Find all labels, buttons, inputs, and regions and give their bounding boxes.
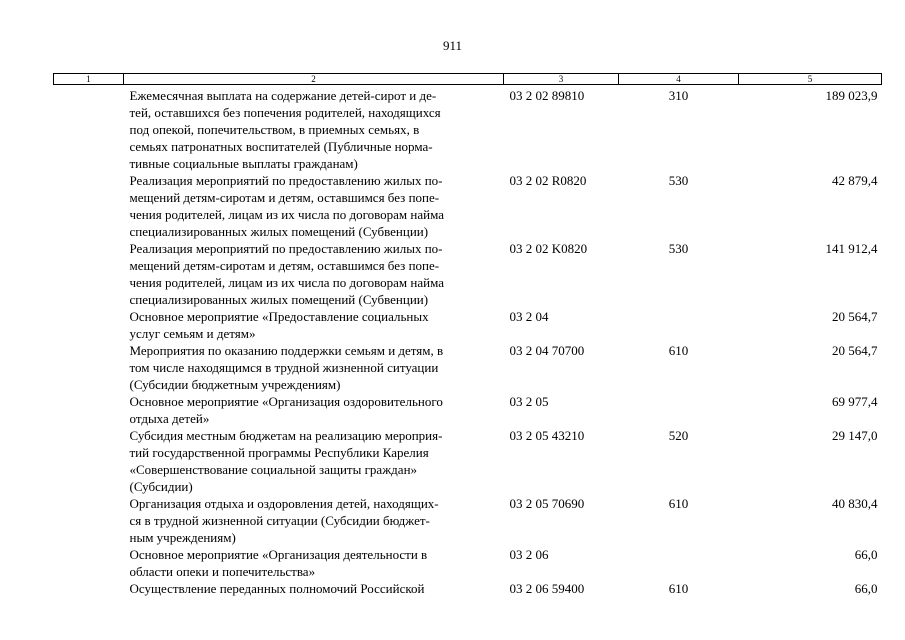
row-amount: 42 879,4 — [832, 173, 878, 188]
row-name-line: мещений детям-сиротам и детям, оставшимся без попе- — [129, 190, 440, 205]
row-number-cell — [54, 580, 124, 597]
header-col-2: 2 — [124, 74, 504, 85]
row-name-line: «Совершенствование социальной защиты граждан» — [129, 462, 418, 477]
row-name-line: специализированных жилых помещений (Субвенции) — [129, 292, 429, 307]
row-expense-type: 530 — [668, 241, 689, 256]
row-name-line: под опекой, попечительством, в приемных семьях, в — [129, 122, 420, 137]
row-code: 03 2 05 — [509, 394, 549, 409]
row-name-line: тий государственной программы Республики Карелия — [129, 445, 429, 460]
table-row — [54, 240, 882, 308]
row-name-line: чения родителей, лицам из их числа по договорам найма — [129, 275, 445, 290]
row-name-line: Организация отдыха и оздоровления детей, находящих- — [129, 496, 439, 511]
budget-table — [53, 73, 882, 597]
row-name — [124, 546, 504, 580]
row-name — [124, 427, 504, 495]
row-expense-type — [619, 308, 739, 342]
table-row — [54, 342, 882, 393]
table-row — [54, 393, 882, 427]
row-expense-type: 520 — [668, 428, 689, 443]
row-code: 03 2 06 59400 — [509, 581, 585, 596]
row-expense-type: 530 — [668, 173, 689, 188]
row-name — [124, 172, 504, 240]
row-expense-type: 610 — [668, 496, 689, 511]
row-name — [124, 342, 504, 393]
row-name — [124, 85, 504, 173]
row-number-cell — [54, 85, 124, 173]
row-name-line: ся в трудной жизненной ситуации (Субсидии бюджет- — [129, 513, 430, 528]
row-amount: 20 564,7 — [832, 343, 878, 358]
row-name-line: тивные социальные выплаты гражданам) — [129, 156, 358, 171]
header-col-4: 4 — [619, 74, 739, 85]
row-number-cell — [54, 495, 124, 546]
row-name-line: тей, оставшихся без попечения родителей, находящихся — [129, 105, 441, 120]
row-number-cell — [54, 393, 124, 427]
row-name — [124, 495, 504, 546]
row-code: 03 2 02 K0820 — [509, 241, 588, 256]
row-name-line: том числе находящимся в трудной жизненной ситуации — [129, 360, 439, 375]
row-expense-type — [619, 546, 739, 580]
row-name-line: области опеки и попечительства» — [129, 564, 316, 579]
table-row — [54, 495, 882, 546]
row-number-cell — [54, 308, 124, 342]
row-name — [124, 308, 504, 342]
row-code: 03 2 05 43210 — [509, 428, 585, 443]
row-number-cell — [54, 240, 124, 308]
table-row — [54, 427, 882, 495]
header-row — [54, 74, 882, 85]
row-expense-type: 310 — [668, 88, 689, 103]
row-code: 03 2 04 — [509, 309, 549, 324]
row-name — [124, 393, 504, 427]
row-name-line: Мероприятия по оказанию поддержки семьям и детям, в — [129, 343, 444, 358]
row-name-line: (Субсидии бюджетным учреждениям) — [129, 377, 341, 392]
row-amount: 189 023,9 — [825, 88, 878, 103]
table-row — [54, 580, 882, 597]
row-name-line: специализированных жилых помещений (Субвенции) — [129, 224, 429, 239]
row-code: 03 2 05 70690 — [509, 496, 585, 511]
row-name-line: ным учреждениям) — [129, 530, 236, 545]
header-col-1: 1 — [54, 74, 124, 85]
row-amount: 66,0 — [854, 581, 878, 596]
row-amount: 40 830,4 — [832, 496, 878, 511]
row-name-line: семьях патронатных воспитателей (Публичные норма- — [129, 139, 433, 154]
row-amount: 29 147,0 — [832, 428, 878, 443]
row-name-line: Ежемесячная выплата на содержание детей-сирот и де- — [129, 88, 437, 103]
table-row — [54, 308, 882, 342]
row-name — [124, 240, 504, 308]
row-code: 03 2 04 70700 — [509, 343, 585, 358]
row-number-cell — [54, 342, 124, 393]
row-name-line: Осуществление переданных полномочий Российской — [129, 581, 425, 596]
table-body — [54, 85, 882, 598]
row-name-line: Субсидия местным бюджетам на реализацию мероприя- — [129, 428, 443, 443]
row-name-line: мещений детям-сиротам и детям, оставшимся без попе- — [129, 258, 440, 273]
row-expense-type: 610 — [668, 581, 689, 596]
table-row — [54, 172, 882, 240]
row-amount: 141 912,4 — [825, 241, 878, 256]
row-name-line: Реализация мероприятий по предоставлению жилых по- — [129, 241, 443, 256]
row-amount: 69 977,4 — [832, 394, 878, 409]
row-name-line: Основное мероприятие «Организация деятельности в — [129, 547, 428, 562]
row-number-cell — [54, 172, 124, 240]
row-amount: 20 564,7 — [832, 309, 878, 324]
row-name-line: Реализация мероприятий по предоставлению жилых по- — [129, 173, 443, 188]
row-code: 03 2 06 — [509, 547, 549, 562]
row-name-line: Основное мероприятие «Предоставление социальных — [129, 309, 429, 324]
header-col-5: 5 — [739, 74, 882, 85]
page-number: 911 — [442, 38, 463, 53]
row-expense-type: 610 — [668, 343, 689, 358]
row-code: 03 2 02 89810 — [509, 88, 585, 103]
row-name-line: Основное мероприятие «Организация оздоровительного — [129, 394, 443, 409]
row-expense-type — [619, 393, 739, 427]
header-col-3: 3 — [504, 74, 619, 85]
table-row — [54, 85, 882, 173]
row-name-line: услуг семьям и детям» — [129, 326, 256, 341]
row-amount: 66,0 — [854, 547, 878, 562]
row-name-line: (Субсидии) — [129, 479, 193, 494]
row-number-cell — [54, 546, 124, 580]
row-code: 03 2 02 R0820 — [509, 173, 587, 188]
row-name-line: чения родителей, лицам из их числа по договорам найма — [129, 207, 445, 222]
row-name — [124, 580, 504, 597]
row-number-cell — [54, 427, 124, 495]
table-row — [54, 546, 882, 580]
row-name-line: отдыха детей» — [129, 411, 210, 426]
